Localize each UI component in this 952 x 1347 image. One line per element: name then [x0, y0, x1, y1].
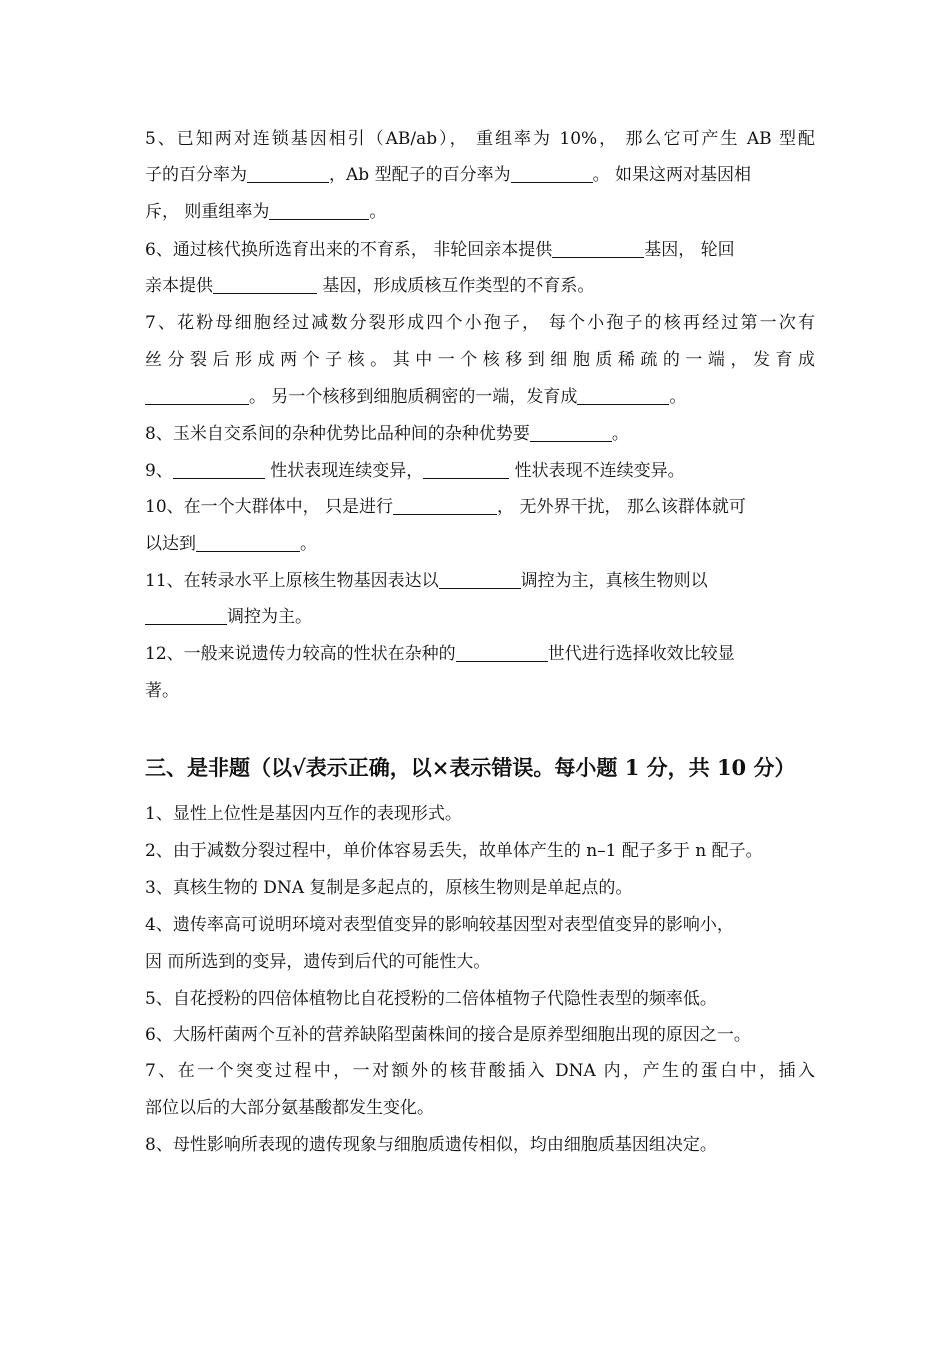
fill-blank[interactable]	[530, 423, 612, 442]
q9-text: 性状表现连续变异，	[264, 461, 424, 481]
q8-text: 。	[611, 424, 629, 444]
fill-blank[interactable]	[423, 460, 509, 479]
q11-line-1	[145, 569, 815, 593]
q7-text: 。 另一个核移到细胞质稠密的一端，发育成	[249, 387, 578, 407]
q7-line-3	[145, 385, 815, 409]
q9-text: 性状表现不连续变异。	[509, 461, 685, 481]
fill-blank[interactable]	[393, 496, 497, 515]
q6-line-2	[145, 274, 815, 298]
fill-blank[interactable]	[145, 386, 249, 405]
q10-text: ， 无外界干扰， 那么该群体就可	[497, 497, 746, 517]
tf-item-4-line-2: 因 而所选到的变异，遗传到后代的可能性大。	[145, 952, 491, 972]
q12-text: 世代进行选择收效比较显	[547, 644, 735, 664]
q12-line-1	[145, 642, 815, 666]
q6-text: 基因，形成质核互作类型的不育系。	[317, 276, 595, 296]
q5-line-2	[145, 163, 815, 187]
q10-text: 。	[300, 534, 317, 554]
q6-text: 亲本提供	[145, 276, 213, 296]
q5-line-1: 5、已知两对连锁基因相引（AB/ab）， 重组率为 10%， 那么它可产生 AB 型配	[145, 129, 815, 149]
fill-blank[interactable]	[552, 239, 644, 258]
q6-text: 基因， 轮回	[644, 240, 735, 260]
tf-item-5: 5、自花授粉的四倍体植物比自花授粉的二倍体植物子代隐性表型的频率低。	[145, 989, 717, 1009]
fill-blank[interactable]	[439, 570, 521, 589]
q11-text: 调控为主，真核生物则以	[520, 571, 708, 591]
q10-line-2	[145, 532, 815, 556]
tf-item-3: 3、真核生物的 DNA 复制是多起点的，原核生物则是单起点的。	[145, 878, 633, 898]
fill-blank[interactable]	[145, 606, 227, 625]
q10-text: 10、在一个大群体中， 只是进行	[145, 497, 394, 517]
q9-line-1	[145, 459, 815, 483]
fill-blank[interactable]	[269, 201, 369, 220]
tf-item-7-line-1: 7、在一个突变过程中，一对额外的核苷酸插入 DNA 内，产生的蛋白中，插入	[145, 1061, 815, 1081]
q8-text: 8、玉米自交系间的杂种优势比品种间的杂种优势要	[145, 424, 530, 444]
q11-text: 11、在转录水平上原核生物基因表达以	[145, 571, 439, 591]
q5-line-3	[145, 200, 815, 224]
q5-text: 。	[369, 202, 387, 222]
fill-blank[interactable]	[577, 386, 669, 405]
q10-line-1	[145, 495, 815, 519]
q12-line-2: 著。	[145, 681, 179, 701]
tf-item-1: 1、显性上位性是基因内互作的表现形式。	[145, 804, 462, 824]
tf-item-6: 6、大肠杆菌两个互补的营养缺陷型菌株间的接合是原养型细胞出现的原因之一。	[145, 1025, 751, 1045]
section-heading: 三、是非题（以√表示正确，以×表示错误。每小题 1 分，共 10 分）	[145, 755, 796, 780]
fill-blank[interactable]	[511, 164, 593, 183]
fill-blank[interactable]	[196, 533, 300, 552]
q10-text: 以达到	[145, 534, 196, 554]
q5-text: 。 如果这两对基因相	[592, 165, 751, 185]
q5-text: ，Ab 型配子的百分率为	[329, 165, 511, 185]
q5-text: 子的百分率为	[145, 165, 247, 185]
q9-text: 9、	[145, 461, 173, 481]
q8-line-1	[145, 422, 815, 446]
q7-text: 。	[669, 387, 687, 407]
q7-line-2: 丝分裂后形成两个子核。其中一个核移到细胞质稀疏的一端，发育成	[145, 350, 815, 370]
q7-line-1: 7、花粉母细胞经过减数分裂形成四个小孢子， 每个小孢子的核再经过第一次有	[145, 313, 815, 333]
fill-blank[interactable]	[213, 275, 317, 294]
q5-text: 斥， 则重组率为	[145, 202, 270, 222]
fill-blank[interactable]	[173, 460, 265, 479]
tf-item-2: 2、由于减数分裂过程中，单价体容易丢失，故单体产生的 n–1 配子多于 n 配子。	[145, 841, 763, 861]
q6-line-1	[145, 238, 815, 262]
q6-text: 6、通过核代换所选育出来的不育系， 非轮回亲本提供	[145, 240, 553, 260]
tf-item-8: 8、母性影响所表现的遗传现象与细胞质遗传相似，均由细胞质基因组决定。	[145, 1135, 717, 1155]
tf-item-4-line-1: 4、遗传率高可说明环境对表型值变异的影响较基因型对表型值变异的影响小，	[145, 915, 734, 935]
q11-text: 调控为主。	[227, 607, 312, 627]
fill-blank[interactable]	[456, 643, 548, 662]
q12-text: 12、一般来说遗传力较高的性状在杂种的	[145, 644, 456, 664]
q11-line-2	[145, 605, 815, 629]
tf-item-7-line-2: 部位以后的大部分氨基酸都发生变化。	[145, 1098, 434, 1118]
fill-blank[interactable]	[247, 164, 329, 183]
